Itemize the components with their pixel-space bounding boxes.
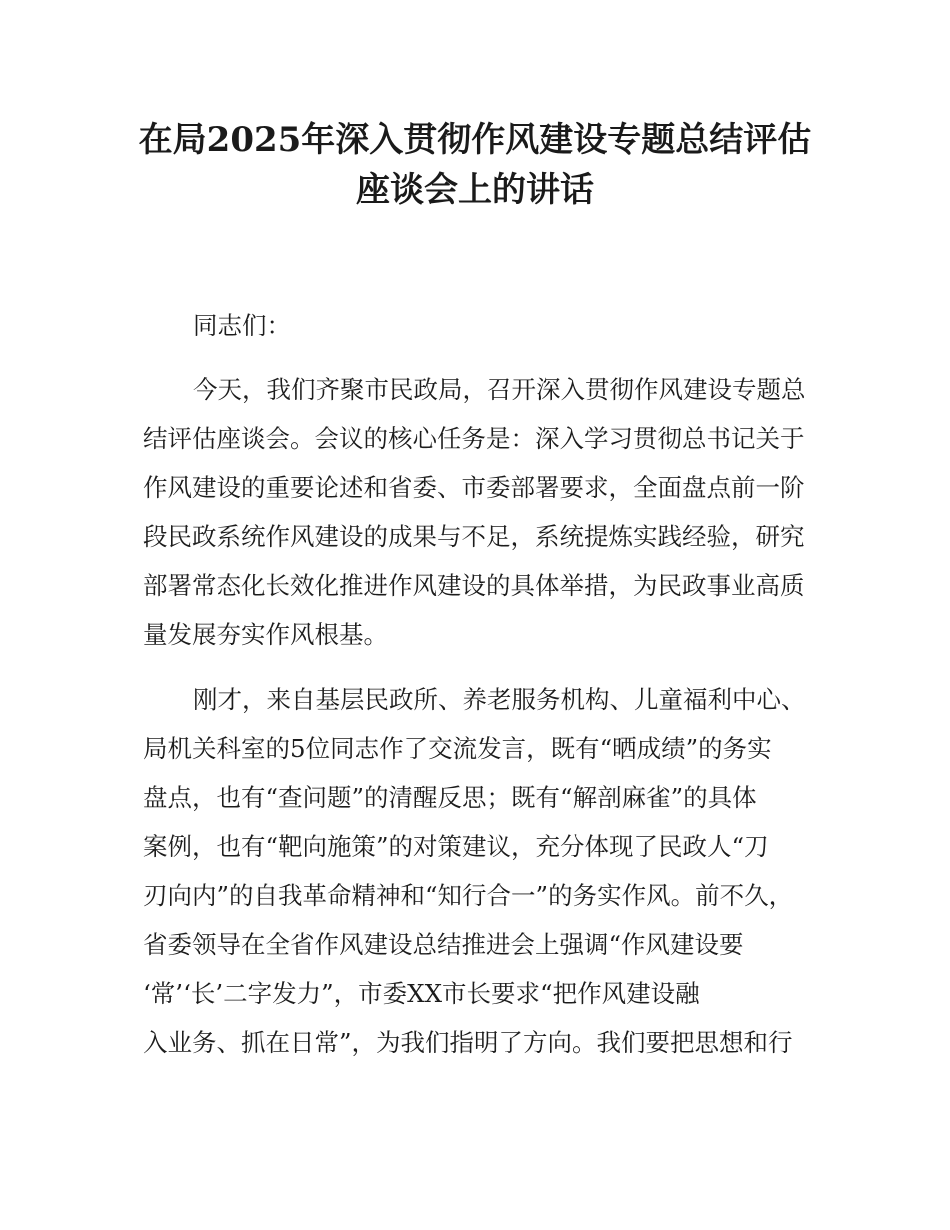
paragraph-2-line: 省委领导在全省作风建设总结推进会上强调“作风建设要 — [143, 930, 744, 959]
paragraph-2-line: 刚才，来自基层民政所、养老服务机构、儿童福利中心、 — [193, 685, 806, 714]
paragraph-1-line: 今天，我们齐聚市民政局，召开深入贯彻作风建设专题总 — [193, 375, 806, 404]
paragraph-1-line: 段民政系统作风建设的成果与不足，系统提炼实践经验，研究 — [143, 522, 805, 551]
paragraph-1-line: 作风建设的重要论述和省委、市委部署要求，全面盘点前一阶 — [143, 473, 805, 502]
paragraph-1-line: 结评估座谈会。会议的核心任务是：深入学习贯彻总书记关于 — [143, 424, 805, 453]
document-title-line-2: 座谈会上的讲话 — [356, 170, 594, 210]
paragraph-2-line: 盘点，也有“查问题”的清醒反思；既有“解剖麻雀”的具体 — [143, 783, 757, 812]
paragraph-1-line: 量发展夯实作风根基。 — [143, 620, 388, 649]
paragraph-2-line: 入业务、抓在日常”，为我们指明了方向。我们要把思想和行 — [143, 1028, 793, 1057]
paragraph-1-line: 部署常态化长效化推进作风建设的具体举措，为民政事业高质 — [143, 571, 805, 600]
greeting: 同志们： — [193, 311, 291, 340]
document-title-line-1: 在局2025年深入贯彻作风建设专题总结评估 — [138, 120, 812, 160]
paragraph-2-line: 刃向内”的自我革命精神和“知行合一”的务实作风。前不久， — [143, 881, 794, 910]
paragraph-2-line: ‘常’‘长’二字发力”，市委XX市长要求“把作风建设融 — [143, 979, 700, 1008]
paragraph-2-line: 局机关科室的5位同志作了交流发言，既有“晒成绩”的务实 — [143, 734, 772, 763]
paragraph-2-line: 案例，也有“靶向施策”的对策建议，充分体现了民政人“刀 — [143, 832, 769, 861]
